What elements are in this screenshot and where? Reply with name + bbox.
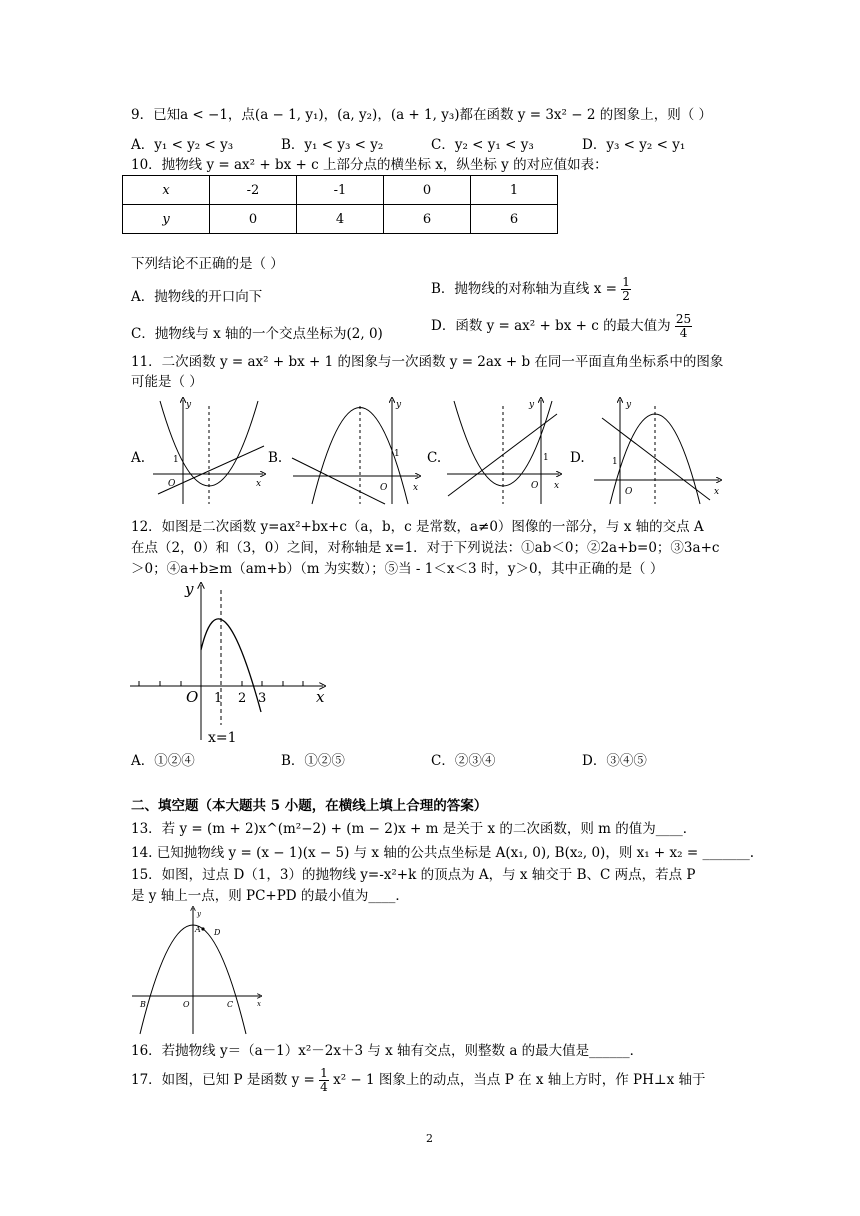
- table-cell: 4: [297, 205, 384, 234]
- q11-stem-line2: 可能是（ ）: [131, 374, 203, 390]
- table-cell: 6: [471, 205, 558, 234]
- svg-text:O: O: [186, 688, 199, 706]
- table-cell: -2: [210, 176, 297, 205]
- table-header-x: x: [123, 176, 210, 205]
- section-title: 二、填空题（本大题共 5 小题，在横线上填上合理的答案）: [131, 798, 488, 814]
- svg-text:x: x: [316, 688, 325, 706]
- svg-text:y: y: [197, 910, 201, 918]
- q11-graph-d: [592, 396, 724, 508]
- q12-option-a: A．①②④: [131, 753, 195, 769]
- q9-option-a: A．y₁ < y₂ < y₃: [131, 137, 234, 153]
- svg-text:y: y: [626, 400, 632, 410]
- table-cell: 0: [210, 205, 297, 234]
- table-cell: 0: [384, 176, 471, 205]
- table-header-y: y: [123, 205, 210, 234]
- q12-line2: 在点（2，0）和（3，0）之间，对称轴是 x=1．对于下列说法：①ab＜0；②2a+b=0；③3a+c: [131, 540, 720, 556]
- svg-text:x: x: [413, 483, 419, 493]
- q10-option-a: A．抛物线的开口向下: [131, 289, 263, 305]
- table-row: [123, 176, 558, 205]
- q17: 17．如图，已知 P 是函数 y = $\frac{1}{4}$ x² − 1 图象上的动点，当点 P 在 x 轴上方时，作 PH⊥x 轴于: [131, 1066, 706, 1094]
- q12-line3: ＞0；④a+b≥m（am+b）（m 为实数）；⑤当 - 1＜x＜3 时，y＞0，其中正确的是（ ）: [131, 561, 664, 577]
- svg-text:3: 3: [258, 691, 267, 706]
- table-cell: 6: [384, 205, 471, 234]
- svg-text:O: O: [168, 479, 176, 489]
- svg-text:C: C: [227, 1000, 234, 1009]
- q10-option-b: B．抛物线的对称轴为直线 x = $\frac{1}{2}$: [431, 275, 630, 303]
- svg-text:y: y: [396, 400, 402, 410]
- fraction: $\frac{1}{4}$: [320, 1066, 328, 1094]
- svg-text:x: x: [554, 481, 560, 491]
- q11-graph-c: [444, 396, 564, 508]
- q9-option-b: B．y₁ < y₃ < y₂: [281, 137, 384, 153]
- q12-option-d: D．③④⑤: [582, 753, 647, 769]
- q12-option-c: C．②③④: [431, 753, 496, 769]
- q10-option-c: C．抛物线与 x 轴的一个交点坐标为(2, 0): [131, 326, 383, 342]
- q12-option-b: B．①②⑤: [281, 753, 345, 769]
- q14: 14. 已知抛物线 y = (x − 1)(x − 5) 与 x 轴的公共点坐标是 A(x₁, 0), B(x₂, 0)，则 x₁ + x₂ = _______.: [131, 845, 754, 861]
- q15-line1: 15．如图，过点 D（1，3）的抛物线 y=-x²+k 的顶点为 A，与 x 轴交于 B、C 两点，若点 P: [131, 867, 696, 883]
- svg-text:x: x: [257, 1000, 261, 1008]
- fraction: $\frac{25}{4}$: [675, 312, 692, 340]
- q12-line1: 12．如图是二次函数 y=ax²+bx+c（a，b，c 是常数，a≠0）图像的一部分，与 x 轴的交点 A: [131, 519, 704, 535]
- q11-label-a: A.: [131, 450, 146, 466]
- svg-text:1: 1: [394, 449, 400, 459]
- svg-text:O: O: [380, 483, 388, 493]
- svg-text:1: 1: [214, 691, 223, 706]
- svg-text:1: 1: [543, 453, 549, 463]
- fraction: $\frac{1}{2}$: [622, 275, 630, 303]
- q12-graph: [128, 580, 333, 745]
- svg-text:x: x: [714, 487, 720, 497]
- q10-stem: 10．抛物线 y = ax² + bx + c 上部分点的横坐标 x，纵坐标 y 的对应值如表：: [131, 157, 608, 173]
- q10-option-d: D．函数 y = ax² + bx + c 的最大值为 $\frac{25}{4}$: [431, 312, 692, 340]
- q13: 13．若 y = (m + 2)x^(m²−2) + (m − 2)x + m 是关于 x 的二次函数，则 m 的值为____．: [131, 821, 697, 837]
- svg-text:D: D: [214, 928, 221, 937]
- svg-text:y: y: [185, 580, 194, 598]
- svg-text:y: y: [186, 400, 192, 410]
- table-cell: 1: [471, 176, 558, 205]
- svg-text:O: O: [625, 487, 633, 497]
- q9-option-c: C．y₂ < y₁ < y₃: [431, 137, 534, 153]
- q11-label-d: D.: [570, 450, 585, 466]
- table-row: [123, 205, 558, 234]
- svg-text:2: 2: [238, 691, 247, 706]
- q10-prompt: 下列结论不正确的是（ ）: [131, 256, 284, 272]
- q15-line2: 是 y 轴上一点，则 PC+PD 的最小值为____．: [131, 888, 409, 904]
- q11-label-b: B.: [268, 450, 283, 466]
- svg-text:1: 1: [173, 455, 179, 465]
- page-number: 2: [426, 1132, 433, 1145]
- q11-stem-line1: 11．二次函数 y = ax² + bx + 1 的图象与一次函数 y = 2ax + b 在同一平面直角坐标系中的图象: [131, 354, 724, 370]
- q11-graph-a: [148, 396, 268, 508]
- svg-text:O: O: [531, 481, 539, 491]
- table-cell: -1: [297, 176, 384, 205]
- svg-text:A: A: [195, 925, 201, 934]
- q15-graph: [130, 906, 270, 1036]
- q9-stem: 9．已知a < −1，点(a − 1, y₁)，(a, y₂)，(a + 1, y₃)都在函数 y = 3x² − 2 的图象上，则（ ）: [131, 107, 713, 123]
- q11-graph-b: [290, 396, 425, 508]
- svg-text:1: 1: [612, 457, 618, 467]
- svg-text:x=1: x=1: [208, 730, 237, 745]
- svg-text:y: y: [529, 400, 535, 410]
- svg-text:B: B: [140, 1000, 146, 1009]
- q16: 16．若抛物线 y＝（a－1）x²－2x＋3 与 x 轴有交点，则整数 a 的最大值是______．: [131, 1043, 644, 1059]
- svg-text:x: x: [256, 479, 262, 489]
- q11-label-c: C.: [427, 450, 442, 466]
- svg-text:O: O: [183, 1000, 190, 1009]
- q9-option-d: D．y₃ < y₂ < y₁: [582, 137, 686, 153]
- value-table: [122, 175, 558, 234]
